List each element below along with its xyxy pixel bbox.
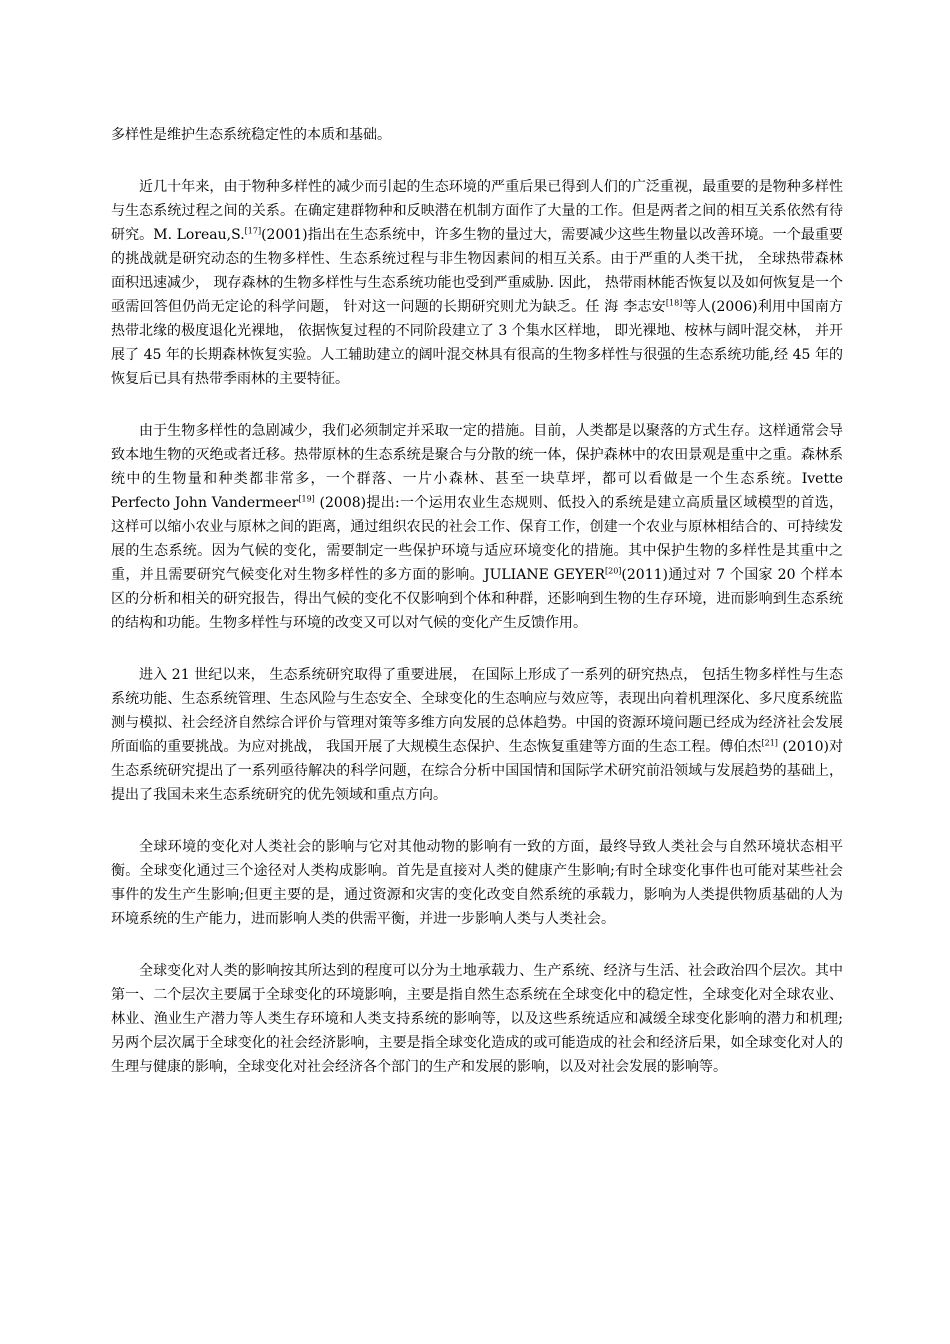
paragraph-2 [111, 175, 843, 391]
text-run: (2001)指出在生态系统中，许多生物的量过大，需要减少这些生物量以改善环境。一个最重要的挑战就是研究动态的生物多样性、生态系统过程与非生物因素间的相互关系。由于严重的人类干扰， 全球热带森林面积迅速减少， 现存森林的生物多样性与生态系统功能也受到严重威胁. 因此， 热带雨林能否恢复以及如何恢复是一个亟需回答但仍尚无定论的科学问题， 针对这一问题的长期研究则尤为缺乏。任 海 李志安 [111, 227, 843, 315]
text-run: 进入 21 世纪以来， 生态系统研究取得了重要进展， 在国际上形成了一系列的研究热点， 包括生物多样性与生态系统功能、生态系统管理、生态风险与生态安全、全球变化的生态响应与效应等，表现出向着机理深化、多尺度系统监测与模拟、社会经济自然综合评价与管理对策等多维方向发展的总体趋势。中国的资源环境问题已经成为经济社会发展所面临的重要挑战。为应对挑战， 我国开展了大规模生态保护、生态恢复重建等方面的生态工程。傅伯杰 [111, 667, 843, 755]
text-run: 等人(2006)利用中国南方热带北缘的极度退化光裸地， 依据恢复过程的不同阶段建立了 3 个集水区样地， 即光裸地、桉林与阔叶混交林， 并开展了 45 年的长期森林恢复实验。人工辅助建立的阔叶混交林具有很高的生物多样性与很强的生态系统功能,经 45 年的恢复后已具有热带季雨林的主要特征。 [111, 299, 843, 387]
paragraph-3 [111, 419, 843, 635]
text-run: (2011)通过对 7 个国家 20 个样本区的分析和相关的研究报告，得出气候的变化不仅影响到个体和种群，还影响到生物的生存环境，进而影响到生态系统的结构和功能。生物多样性与环境的改变又可以对气候的变化产生反馈作用。 [111, 567, 843, 631]
citation-17: [17] [244, 226, 262, 236]
text-run: (2010)对生态系统研究提出了一系列亟待解决的科学问题，在综合分析中国国情和国际学术研究前沿领域与发展趋势的基础上， 提出了我国未来生态系统研究的优先领域和重点方向。 [111, 739, 843, 803]
text-run: 全球环境的变化对人类社会的影响与它对其他动物的影响有一致的方面，最终导致人类社会与自然环境状态相平衡。全球变化通过三个途径对人类构成影响。首先是直接对人类的健康产生影响;有时全球变化事件也可能对某些社会事件的发生产生影响;但更主要的是，通过资源和灾害的变化改变自然系统的承载力，影响为人类提供物质基础的人为环境系统的生产能力，进而影响人类的供需平衡，并进一步影响人类与人类社会。 [111, 839, 843, 927]
citation-21: [21] [761, 738, 778, 748]
document-page [111, 123, 843, 1107]
text-run: (2008)提出:一个运用农业生态规则、低投入的系统是建立高质量区域模型的首选，这样可以缩小农业与原林之间的距离，通过组织农民的社会工作、保育工作，创建一个农业与原林相结合的、可持续发展的生态系统。因为气候的变化，需要制定一些保护环境与适应环境变化的措施。其中保护生物的多样性是其重中之重，并且需要研究气候变化对生物多样性的多方面的影响。JULIANE GEYER [111, 495, 843, 583]
citation-20: [20] [605, 566, 622, 576]
paragraph-5 [111, 835, 843, 931]
citation-18: [18] [665, 298, 683, 308]
text-run: 全球变化对人类的影响按其所达到的程度可以分为土地承载力、生产系统、经济与生活、社会政治四个层次。其中第一、二个层次主要属于全球变化的环境影响，主要是指自然生态系统在全球变化中的稳定性，全球变化对全球农业、林业、渔业生产潜力等人类生存环境和人类支持系统的影响等，以及这些系统适应和减缓全球变化影响的潜力和机理;另两个层次属于全球变化的社会经济影响，主要是指全球变化造成的或可能造成的社会和经济后果，如全球变化对人的生理与健康的影响，全球变化对社会经济各个部门的生产和发展的影响，以及对社会发展的影响等。 [111, 963, 843, 1075]
paragraph-1 [111, 123, 843, 147]
text-run: 由于生物多样性的急剧减少，我们必须制定并采取一定的措施。目前，人类都是以聚落的方式生存。这样通常会导致本地生物的灭绝或者迁移。热带原林的生态系统是聚合与分散的统一体，保护森林中的农田景观是重中之重。森林系统中的生物量和种类都非常多，一个群落、一片小森林、甚至一块草坪，都可以看做是一个生态系统。Ivette Perfecto John Vandermeer [111, 423, 843, 511]
text-run: 近几十年来，由于物种多样性的减少而引起的生态环境的严重后果已得到人们的广泛重视，最重要的是物种多样性与生态系统过程之间的关系。在确定建群物种和反映潜在机制方面作了大量的工作。但是两者之间的相互关系依然有待研究。M. Loreau,S. [111, 179, 843, 243]
citation-19: [19] [298, 494, 315, 504]
paragraph-6 [111, 959, 843, 1079]
paragraph-4 [111, 663, 843, 807]
text-run: 多样性是维护生态系统稳定性的本质和基础。 [111, 127, 391, 143]
